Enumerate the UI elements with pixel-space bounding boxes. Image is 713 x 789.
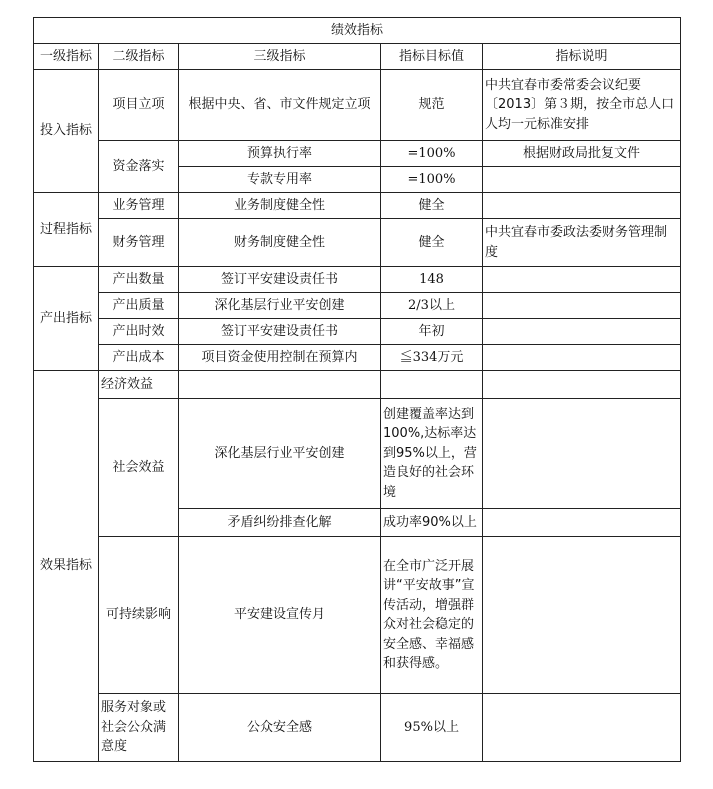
level3-cell: 矛盾纠纷排查化解	[179, 509, 381, 537]
table-row	[34, 371, 681, 399]
performance-indicator-table	[33, 17, 681, 762]
target-cell: ≦334万元	[381, 345, 483, 371]
note-cell	[483, 537, 681, 694]
level1-process: 过程指标	[34, 193, 99, 267]
table-row	[34, 319, 681, 345]
note-cell	[483, 694, 681, 762]
note-cell: 根据财政局批复文件	[483, 141, 681, 167]
table-row	[34, 141, 681, 167]
target-cell: 148	[381, 267, 483, 293]
table-row	[34, 219, 681, 267]
level2-cell: 可持续影响	[99, 537, 179, 694]
level2-cell: 服务对象或社会公众满意度	[99, 694, 179, 762]
level3-cell: 根据中央、省、市文件规定立项	[179, 70, 381, 141]
table-row	[34, 399, 681, 509]
level2-cell: 财务管理	[99, 219, 179, 267]
target-cell: 创建覆盖率达到100%,达标率达到95%以上，营造良好的社会环境	[381, 399, 483, 509]
target-cell: 健全	[381, 219, 483, 267]
table-row	[34, 345, 681, 371]
target-cell: 2/3以上	[381, 293, 483, 319]
level3-cell: 预算执行率	[179, 141, 381, 167]
level3-cell: 深化基层行业平安创建	[179, 293, 381, 319]
level2-cell: 产出质量	[99, 293, 179, 319]
header-level3: 三级指标	[179, 44, 381, 70]
level3-cell: 项目资金使用控制在预算内	[179, 345, 381, 371]
level2-cell: 产出数量	[99, 267, 179, 293]
level3-cell: 公众安全感	[179, 694, 381, 762]
target-cell: 95%以上	[381, 694, 483, 762]
header-note: 指标说明	[483, 44, 681, 70]
table-row	[34, 537, 681, 694]
note-cell	[483, 193, 681, 219]
note-cell	[483, 345, 681, 371]
level3-cell: 平安建设宣传月	[179, 537, 381, 694]
note-cell	[483, 371, 681, 399]
level2-cell: 社会效益	[99, 399, 179, 537]
target-cell: =100%	[381, 167, 483, 193]
header-row	[34, 44, 681, 70]
target-cell: 成功率90%以上	[381, 509, 483, 537]
table-row	[34, 694, 681, 762]
note-cell	[483, 167, 681, 193]
target-cell: 在全市广泛开展讲“平安故事”宣传活动，增强群众对社会稳定的安全感、幸福感和获得感。	[381, 537, 483, 694]
level1-input: 投入指标	[34, 70, 99, 193]
note-cell: 中共宜春市委政法委财务管理制度	[483, 219, 681, 267]
level3-cell: 专款专用率	[179, 167, 381, 193]
target-cell: =100%	[381, 141, 483, 167]
table-row	[34, 293, 681, 319]
note-cell	[483, 293, 681, 319]
table-row	[34, 193, 681, 219]
note-cell	[483, 267, 681, 293]
level3-cell: 签订平安建设责任书	[179, 319, 381, 345]
table-row	[34, 70, 681, 141]
table-title: 绩效指标	[34, 18, 681, 44]
level3-cell: 业务制度健全性	[179, 193, 381, 219]
note-cell	[483, 399, 681, 509]
title-row	[34, 18, 681, 44]
level3-cell: 深化基层行业平安创建	[179, 399, 381, 509]
level1-effect: 效果指标	[34, 371, 99, 762]
note-cell	[483, 509, 681, 537]
level3-cell	[179, 371, 381, 399]
header-level1: 一级指标	[34, 44, 99, 70]
target-cell: 健全	[381, 193, 483, 219]
level2-cell: 产出成本	[99, 345, 179, 371]
level2-cell: 资金落实	[99, 141, 179, 193]
level3-cell: 签订平安建设责任书	[179, 267, 381, 293]
level2-cell: 产出时效	[99, 319, 179, 345]
level3-cell: 财务制度健全性	[179, 219, 381, 267]
level1-output: 产出指标	[34, 267, 99, 371]
header-level2: 二级指标	[99, 44, 179, 70]
level2-cell: 业务管理	[99, 193, 179, 219]
level2-cell: 项目立项	[99, 70, 179, 141]
note-cell	[483, 319, 681, 345]
target-cell	[381, 371, 483, 399]
note-cell: 中共宜春市委常委会议纪要〔2013〕第３期，按全市总人口人均一元标准安排	[483, 70, 681, 141]
header-target: 指标目标值	[381, 44, 483, 70]
target-cell: 规范	[381, 70, 483, 141]
target-cell: 年初	[381, 319, 483, 345]
level2-cell: 经济效益	[99, 371, 179, 399]
table-row	[34, 267, 681, 293]
